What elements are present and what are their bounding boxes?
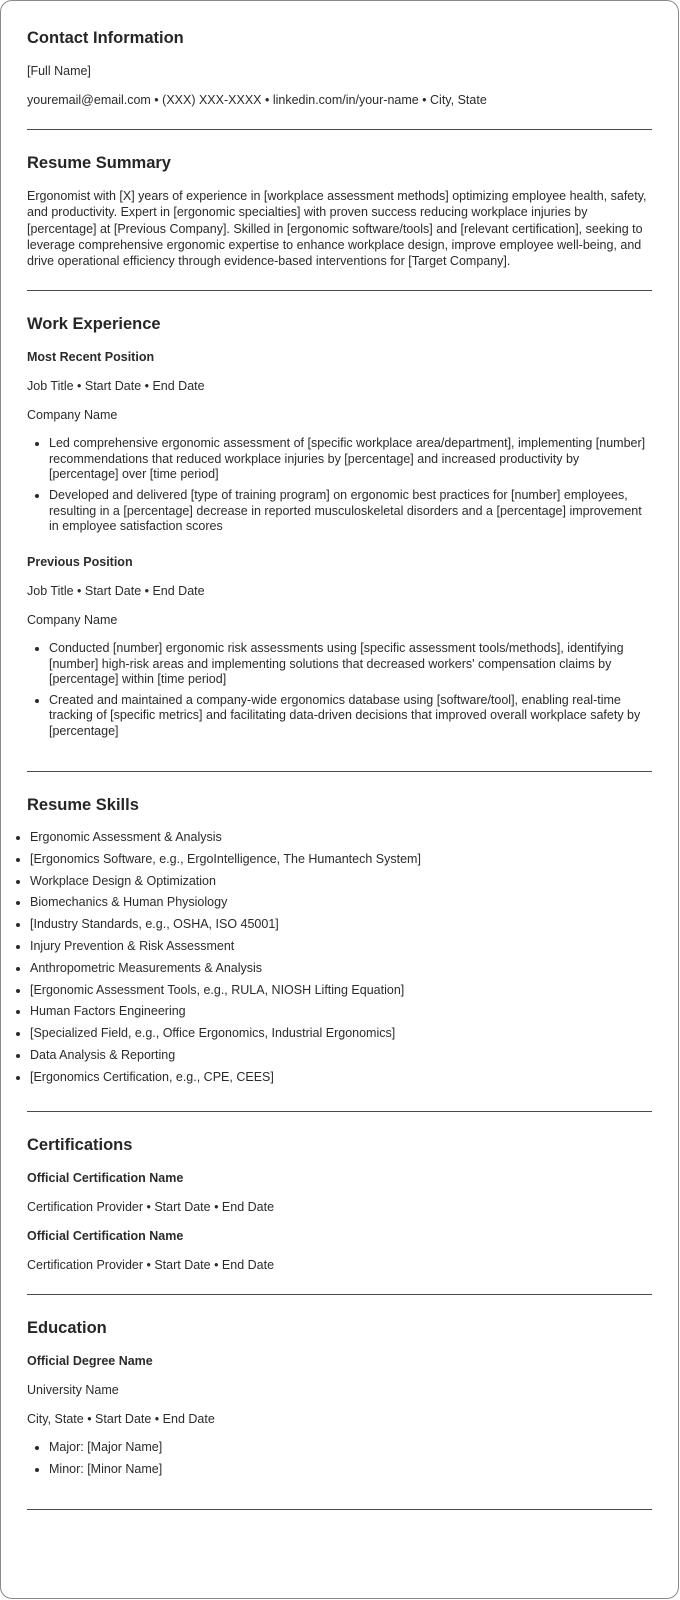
skills-list xyxy=(4,830,652,1085)
certification-name: Official Certification Name xyxy=(27,1229,184,1244)
skill-item: • [Ergonomic Assessment Tools, e.g., RULA, NIOSH Lifting Equation] xyxy=(30,983,652,999)
skill-item: • [Ergonomics Software, e.g., ErgoIntelligence, The Humantech System] xyxy=(30,852,652,868)
position-entry xyxy=(27,349,652,534)
position-label: Previous Position xyxy=(27,555,133,570)
section-divider xyxy=(27,771,652,772)
skill-item: • Biomechanics & Human Physiology xyxy=(30,895,652,911)
contact-details: youremail@email.com • (XXX) XXX-XXXX • linkedin.com/in/your-name • City, State xyxy=(27,93,487,107)
education-list xyxy=(27,1440,652,1477)
job-title-line: Job Title • Start Date • End Date xyxy=(27,584,205,599)
certification-name: Official Certification Name xyxy=(27,1171,184,1186)
section-divider xyxy=(27,129,652,130)
skills-heading: Resume Skills xyxy=(27,796,139,815)
skill-item: • [Industry Standards, e.g., OSHA, ISO 45001] xyxy=(30,917,652,933)
contact-section xyxy=(27,27,652,108)
summary-text: Ergonomist with [X] years of experience in [workplace assessment methods] optimizing employee health, safety, and productivity. Expert in [ergonomic specialties] with proven success reducing workplace injuries by [percentage] at [Previous Company]. Skilled in [ergonomic software/tools] and [relevant certification], seeking to leverage comprehensive ergonomic expertise to enhance workplace design, improve employee well-being, and drive operational efficiency through evidence-based interventions for [Target Company]. xyxy=(27,189,647,269)
section-divider xyxy=(27,1509,652,1510)
section-divider xyxy=(27,290,652,291)
certification-line: Certification Provider • Start Date • End Date xyxy=(27,1200,275,1215)
section-divider xyxy=(27,1294,652,1295)
full-name: [Full Name] xyxy=(27,64,91,78)
skill-item: • Anthropometric Measurements & Analysis xyxy=(30,961,652,977)
certification-line: Certification Provider • Start Date • End Date xyxy=(27,1258,275,1273)
job-title-line: Job Title • Start Date • End Date xyxy=(27,379,205,394)
degree-name: Official Degree Name xyxy=(27,1354,153,1369)
summary-section xyxy=(27,152,652,269)
company-name: Company Name xyxy=(27,408,118,423)
achievement-item: • Conducted [number] ergonomic risk assessments using [specific assessment tools/methods], identifying [number] high-risk areas and implementing solutions that decreased workers' compensation claims by [percentage] within [time period] xyxy=(49,641,652,687)
education-line: City, State • Start Date • End Date xyxy=(27,1412,215,1427)
experience-heading: Work Experience xyxy=(27,315,161,334)
experience-section xyxy=(27,313,652,739)
position-label: Most Recent Position xyxy=(27,350,155,365)
skills-section xyxy=(27,794,652,1085)
skill-item: • Injury Prevention & Risk Assessment xyxy=(30,939,652,955)
achievement-item: • Developed and delivered [type of training program] on ergonomic best practices for [number] employees, resulting in a [percentage] decrease in reported musculoskeletal disorders and a [percentage] improvement in employee satisfaction scores xyxy=(49,488,652,534)
education-section xyxy=(27,1317,652,1477)
skill-item: • Data Analysis & Reporting xyxy=(30,1048,652,1064)
skill-item: • Human Factors Engineering xyxy=(30,1004,652,1020)
skill-item: • [Ergonomics Certification, e.g., CPE, CEES] xyxy=(30,1070,652,1086)
contact-heading: Contact Information xyxy=(27,29,184,47)
certifications-section xyxy=(27,1134,652,1273)
position-entry xyxy=(27,554,652,739)
summary-heading: Resume Summary xyxy=(27,154,171,172)
skill-item: • Ergonomic Assessment & Analysis xyxy=(30,830,652,846)
education-heading: Education xyxy=(27,1319,107,1338)
achievement-item: • Led comprehensive ergonomic assessment of [specific workplace area/department], implementing [number] recommendations that reduced workplace injuries by [percentage] and increased productivity by [percentage] over [time period] xyxy=(49,436,652,482)
certifications-heading: Certifications xyxy=(27,1136,133,1155)
achievement-item: • Created and maintained a company-wide ergonomics database using [software/tool], enabling real-time tracking of [specific metrics] and facilitating data-driven decisions that improved overall workplace safety by [percentage] xyxy=(49,693,652,739)
skill-item: • Workplace Design & Optimization xyxy=(30,874,652,890)
achievement-list xyxy=(27,436,652,534)
education-item: • Major: [Major Name] xyxy=(49,1440,652,1456)
achievement-list xyxy=(27,641,652,739)
company-name: Company Name xyxy=(27,613,118,628)
university-name: University Name xyxy=(27,1383,119,1398)
skill-item: • [Specialized Field, e.g., Office Ergonomics, Industrial Ergonomics] xyxy=(30,1026,652,1042)
section-divider xyxy=(27,1111,652,1112)
education-item: • Minor: [Minor Name] xyxy=(49,1462,652,1478)
